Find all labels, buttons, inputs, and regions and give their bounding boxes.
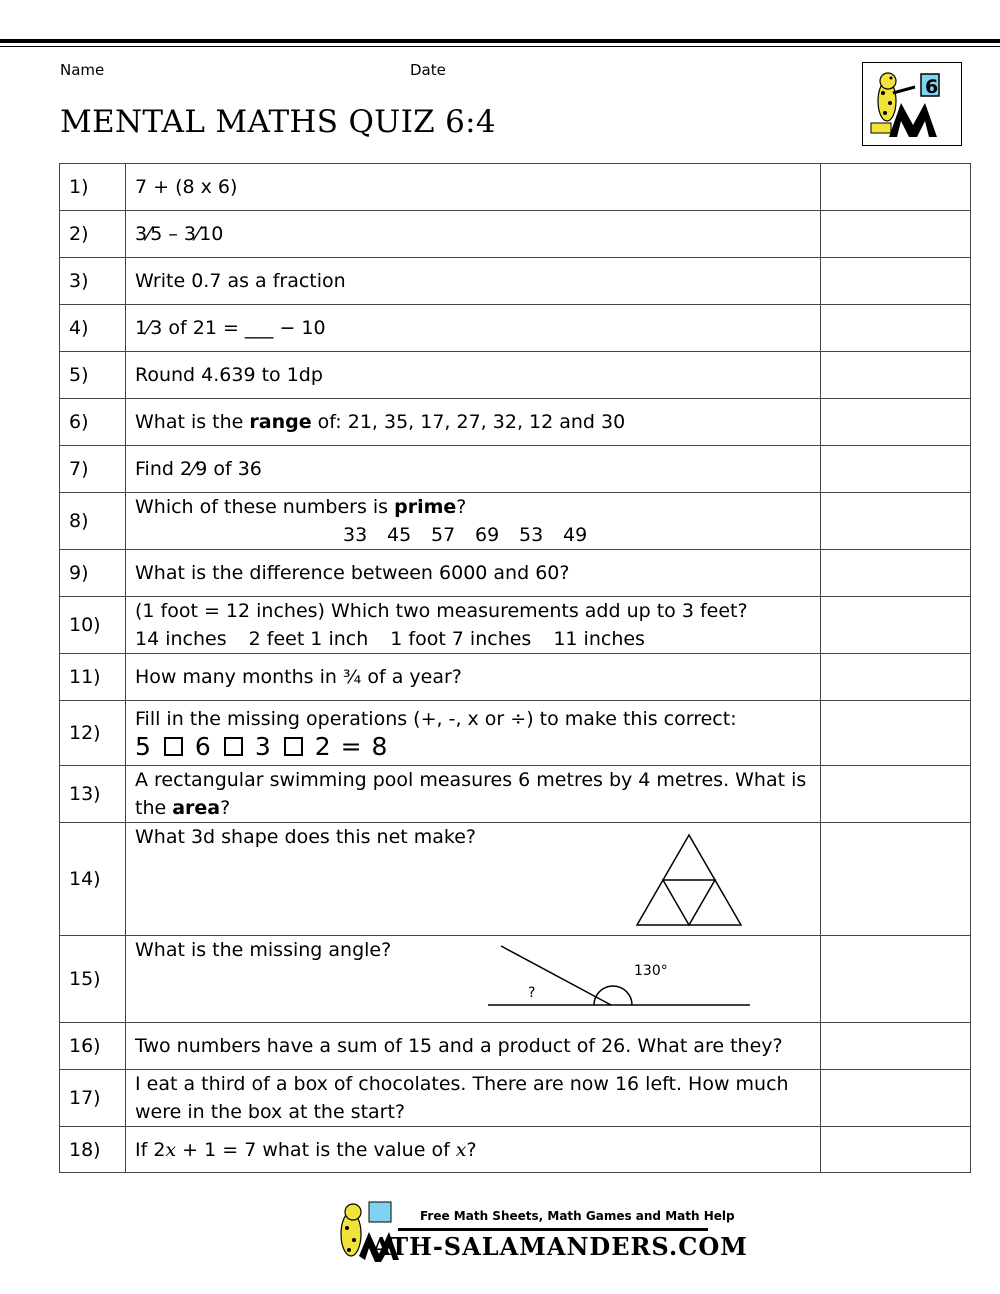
equation-number: 5 [135, 732, 152, 761]
question-text [126, 823, 821, 936]
angle-diagram [486, 942, 756, 1012]
footer-tagline: Free Math Sheets, Math Games and Math Help [420, 1209, 735, 1223]
text-part: If 2 [135, 1138, 166, 1161]
answer-box[interactable] [821, 211, 971, 258]
measurement-option: 1 foot 7 inches [390, 628, 532, 650]
question-prompt: What is the missing angle? [135, 939, 392, 961]
question-row [60, 446, 971, 493]
bold-keyword: range [249, 411, 312, 433]
text-part: ? [220, 797, 231, 819]
question-row [60, 654, 971, 701]
salamander-logo [862, 62, 962, 146]
question-row [60, 1070, 971, 1127]
question-row [60, 766, 971, 823]
question-text: 3⁄5 – 3⁄10 [126, 211, 821, 258]
answer-box[interactable] [821, 164, 971, 211]
question-text: Write 0.7 as a fraction [126, 258, 821, 305]
variable-x: x [455, 1138, 467, 1161]
question-text [126, 597, 821, 654]
question-row [60, 936, 971, 1023]
question-number: 3) [60, 258, 126, 305]
question-text: Two numbers have a sum of 15 and a product of 26. What are they? [126, 1023, 821, 1070]
question-number: 14) [60, 823, 126, 936]
question-text [126, 766, 821, 823]
question-row [60, 352, 971, 399]
answer-box[interactable] [821, 550, 971, 597]
question-row [60, 258, 971, 305]
number-options [135, 521, 811, 549]
question-number: 17) [60, 1070, 126, 1127]
text-part: What is the [135, 411, 250, 433]
question-number: 8) [60, 493, 126, 550]
question-row [60, 550, 971, 597]
measurement-options [135, 625, 811, 653]
equation-number: 6 [194, 732, 212, 761]
answer-box[interactable] [821, 936, 971, 1023]
text-part: of: 21, 35, 17, 27, 32, 12 and 30 [311, 411, 626, 433]
question-row [60, 823, 971, 936]
bold-keyword: area [172, 797, 221, 819]
answer-box[interactable] [821, 305, 971, 352]
question-text: Round 4.639 to 1dp [126, 352, 821, 399]
answer-box[interactable] [821, 1127, 971, 1173]
question-number: 5) [60, 352, 126, 399]
question-number: 12) [60, 701, 126, 766]
text-part: + 1 = 7 what is the value of [176, 1138, 456, 1161]
number-option: 49 [563, 524, 588, 546]
text-part: ? [456, 496, 467, 518]
question-number: 18) [60, 1127, 126, 1173]
equation-number: 3 [254, 732, 272, 761]
angle-label: 130° [634, 963, 668, 979]
bold-keyword: prime [394, 496, 457, 518]
answer-box[interactable] [821, 654, 971, 701]
question-number: 15) [60, 936, 126, 1023]
text-part: A rectangular swimming pool measures 6 metres by 4 metres. What is the [135, 769, 807, 819]
answer-box[interactable] [821, 766, 971, 823]
question-row [60, 1127, 971, 1173]
question-row [60, 597, 971, 654]
tetrahedron-net-diagram [633, 831, 745, 929]
question-row [60, 305, 971, 352]
footer-rule [398, 1228, 708, 1231]
question-text: What is the difference between 6000 and 60? [126, 550, 821, 597]
question-number: 16) [60, 1023, 126, 1070]
question-text: I eat a third of a box of chocolates. There are now 16 left. How much were in the box at the start? [126, 1070, 821, 1127]
number-option: 69 [475, 524, 500, 546]
variable-x: x [165, 1138, 177, 1161]
question-number: 10) [60, 597, 126, 654]
question-number: 11) [60, 654, 126, 701]
operations-equation [135, 733, 811, 761]
angle-arc [594, 986, 632, 1005]
answer-box[interactable] [821, 352, 971, 399]
question-number: 13) [60, 766, 126, 823]
question-number: 4) [60, 305, 126, 352]
question-number: 7) [60, 446, 126, 493]
date-label: Date [410, 61, 446, 79]
question-prompt: What 3d shape does this net make? [135, 826, 477, 848]
question-text [126, 1127, 821, 1173]
answer-box[interactable] [821, 1070, 971, 1127]
question-row [60, 1023, 971, 1070]
question-row [60, 493, 971, 550]
answer-box[interactable] [821, 399, 971, 446]
operation-box[interactable] [164, 737, 183, 756]
quiz-table [59, 163, 971, 1173]
operation-box[interactable] [224, 737, 243, 756]
question-text: 1⁄3 of 21 = ___ − 10 [126, 305, 821, 352]
question-prompt: (1 foot = 12 inches) Which two measurements add up to 3 feet? [135, 600, 748, 622]
question-text [126, 701, 821, 766]
header-rule-thin [0, 46, 1000, 47]
question-text [126, 936, 821, 1023]
name-label: Name [60, 61, 105, 79]
question-row [60, 164, 971, 211]
header-rule-thick [0, 39, 1000, 43]
question-number: 2) [60, 211, 126, 258]
answer-box[interactable] [821, 446, 971, 493]
text-part: ? [466, 1138, 477, 1161]
question-text: Find 2⁄9 of 36 [126, 446, 821, 493]
number-option: 33 [343, 524, 368, 546]
question-prompt: Fill in the missing operations (+, -, x or ÷) to make this correct: [135, 708, 737, 730]
answer-box[interactable] [821, 1023, 971, 1070]
number-option: 45 [387, 524, 412, 546]
question-row [60, 701, 971, 766]
answer-box[interactable] [821, 701, 971, 766]
answer-box[interactable] [821, 258, 971, 305]
question-text: How many months in ¾ of a year? [126, 654, 821, 701]
footer-site-name[interactable]: ATH-SALAMANDERS.COM [372, 1232, 748, 1261]
question-number: 1) [60, 164, 126, 211]
logo-grade: 6 [925, 76, 939, 98]
question-text [126, 493, 821, 550]
measurement-option: 14 inches [135, 628, 227, 650]
measurement-option: 11 inches [553, 628, 645, 650]
equation-number: 2 = 8 [314, 732, 389, 761]
answer-box[interactable] [821, 823, 971, 936]
text-part: Which of these numbers is [135, 496, 395, 518]
question-text: 7 + (8 x 6) [126, 164, 821, 211]
unknown-angle-label: ? [528, 985, 536, 1001]
answer-box[interactable] [821, 493, 971, 550]
measurement-option: 2 feet 1 inch [248, 628, 369, 650]
question-number: 9) [60, 550, 126, 597]
number-option: 57 [431, 524, 456, 546]
question-number: 6) [60, 399, 126, 446]
number-option: 53 [519, 524, 544, 546]
operation-box[interactable] [284, 737, 303, 756]
question-row [60, 399, 971, 446]
answer-box[interactable] [821, 597, 971, 654]
question-row [60, 211, 971, 258]
question-text [126, 399, 821, 446]
page-title: MENTAL MATHS QUIZ 6:4 [60, 104, 496, 140]
slanted-line [501, 946, 611, 1005]
